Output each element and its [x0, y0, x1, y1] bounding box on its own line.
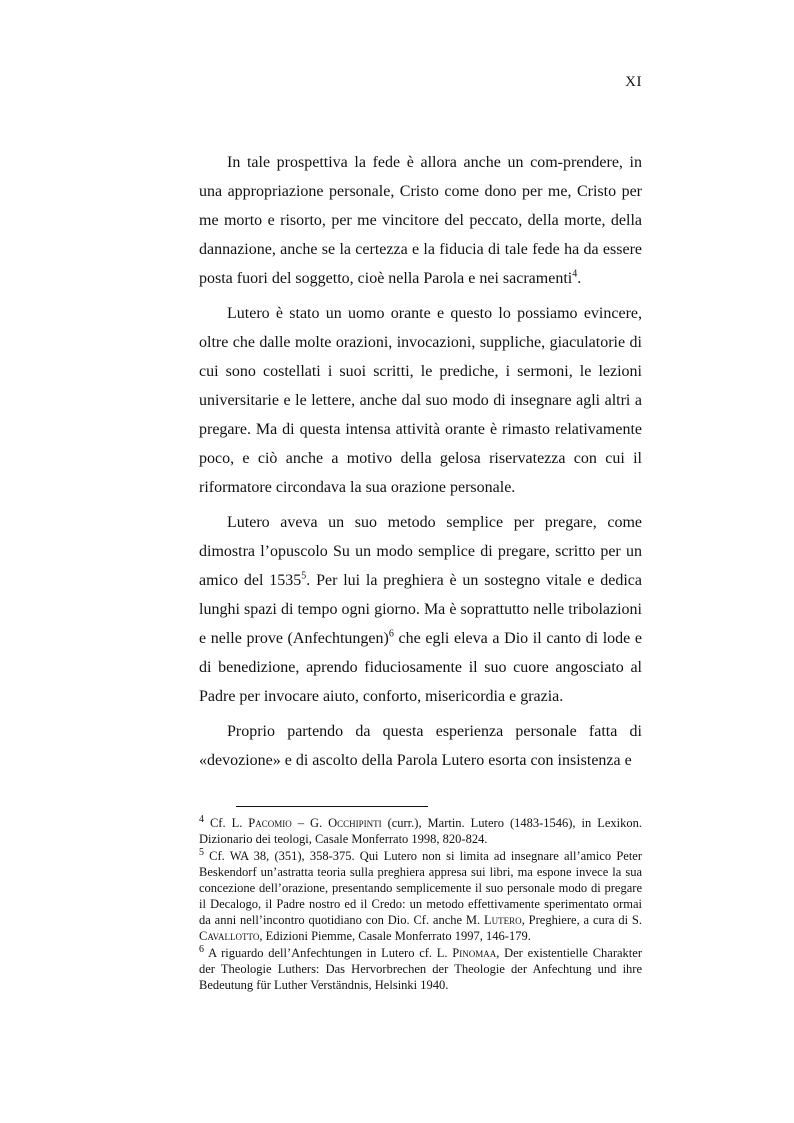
- footnote-number: 4: [199, 813, 204, 825]
- footnote-ref[interactable]: 6: [388, 628, 394, 640]
- footnote-ref[interactable]: 5: [301, 570, 307, 582]
- footnote: $^6$ A riguardo dell’Anfechtungen in Lutero cf. L. Pinomaa, Der existentielle Charakter der Theologie Luthers: Das Hervorbrechen der Theologie der Anfechtung und ihre Bedeutung für Luther Verständnis, Helsinki 1940.: [199, 943, 642, 992]
- footnote-divider: [236, 806, 428, 807]
- paragraph: Lutero è stato un uomo orante e questo lo possiamo evincere, oltre che dalle molte orazioni, invocazioni, suppliche, giaculatorie di cui sono costellati i suoi scritti, le prediche, i sermoni, le lezioni universitarie e le lettere, anche dal suo modo di insegnare agli altri a pregare. Ma di questa intensa attività orante è rimasto relativamente poco, e ciò anche a motivo della gelosa riservatezza con cui il riformatore circondava la sua orazione personale.: [199, 305, 642, 496]
- footnote-number: 6: [199, 943, 204, 955]
- footnote-number: 5: [199, 846, 204, 858]
- page-number: XI: [625, 74, 642, 90]
- footnote: $^4$ Cf. L. Pacomio – G. Occhipinti (curr.), Martin. Lutero (1483-1546), in Lexikon. Dizionario dei teologi, Casale Monferrato 1998, 820-824.: [199, 813, 642, 846]
- footnote: $^5$ Cf. WA 38, (351), 358-375. Qui Lutero non si limita ad insegnare all’amico Peter Beskendorf un’astratta teoria sulla preghiera appresa sui libri, ma espone invece la sua concezione dell’orazione, presentando semplicemente il suo personale modo di pregare il Decalogo, il Padre nostro ed il Credo: un metodo effettivamente sperimentato ormai da anni nell’incontro quotidiano con Dio. Cf. anche M. Lutero, Preghiere, a cura di S. Cavallotto, Edizioni Piemme, Casale Monferrato 1997, 146-179.: [199, 846, 643, 943]
- footnote-ref[interactable]: 4: [572, 268, 578, 280]
- body-text: [199, 148, 642, 781]
- paragraph: Proprio partendo da questa esperienza personale fatta di «devozione» e di ascolto della Parola Lutero esorta con insistenza e: [199, 723, 642, 769]
- paragraph: Lutero aveva un suo metodo semplice per pregare, come dimostra l’opuscolo Su un modo semplice di pregare, scritto per un amico del 1535$^5$. Per lui la preghiera è un sostegno vitale e dedica lunghi spazi di tempo ogni giorno. Ma è soprattutto nelle tribolazioni e nelle prove (Anfechtungen)$^6$ che egli eleva a Dio il canto di lode e di benedizione, aprendo fiduciosamente il suo cuore angosciato al Padre per invocare aiuto, conforto, misericordia e grazia.: [199, 514, 643, 705]
- footnotes: [199, 815, 642, 994]
- paragraph: In tale prospettiva la fede è allora anche un com-prendere, in una appropriazione personale, Cristo come dono per me, Cristo per me morto e risorto, per me vincitore del peccato, della morte, della dannazione, anche se la certezza e la fiducia di tale fede ha da essere posta fuori del soggetto, cioè nella Parola e nei sacramenti$^4$.: [199, 154, 642, 287]
